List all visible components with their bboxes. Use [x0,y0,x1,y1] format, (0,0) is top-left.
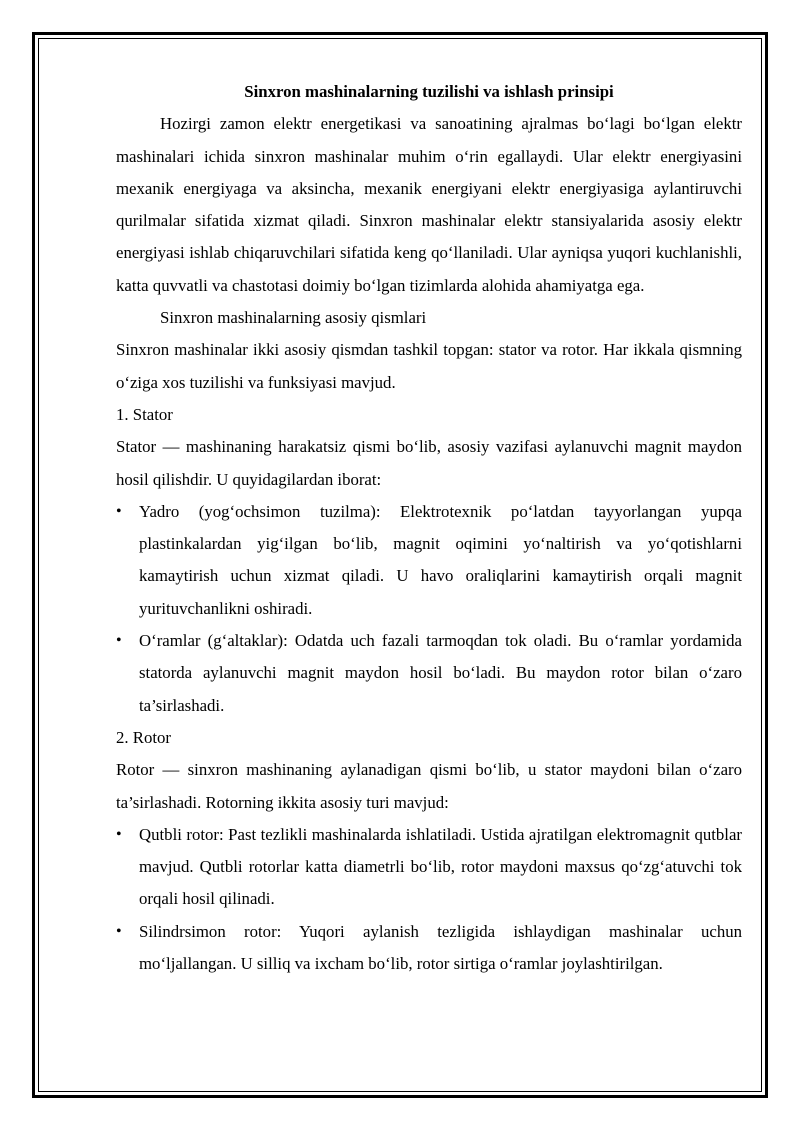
document-title: Sinxron mashinalarning tuzilishi va ishlash prinsipi [244,82,614,101]
list-item [116,819,742,916]
list-item [116,625,742,722]
list-item [116,916,742,981]
rotor-heading: 2. Rotor [116,727,172,747]
stator-description: Stator — mashinaning harakatsiz qismi bo‘lib, asosiy vazifasi aylanuvchi magnit maydon hosil qilishdir. U quyidagilardan iborat: [116,437,742,489]
bullet-icon: • [116,922,122,940]
rotor-bullet-text: Silindrsimon rotor: Yuqori aylanish tezligida ishlaydigan mashinalar uchun mo‘ljallangan. U silliq va ixcham bo‘lib, rotor sirtiga o‘ramlar joylashtirilgan. [139,921,742,974]
bullet-icon: • [116,632,122,650]
bullet-icon: • [116,825,122,843]
rotor-description: Rotor — sinxron mashinaning aylanadigan qismi bo‘lib, u stator maydoni bilan o‘zaro ta’sirlashadi. Rotorning ikkita asosiy turi mavjud: [116,760,742,812]
intro-paragraph: Hozirgi zamon elektr energetikasi va sanoatining ajralmas bo‘lagi bo‘lgan elektr mashinalari ichida sinxron mashinalar muhim o‘rin egallaydi. Ular elektr energiyasini mexanik energiyaga va aksincha, mexanik energiyani elektr energiyasiga aylantiruvchi qurilmalar sifatida xizmat qiladi. Sinxron mashinalar elektr stansiyalarida asosiy elektr energiyasi ishlab chiqaruvchilari sifatida keng qo‘llaniladi. Ular ayniqsa yuqori kuchlanishli, katta quvvatli va chastotasi doimiy bo‘lgan tizimlarda alohida ahamiyatga ega. [116,114,742,295]
stator-heading: 1. Stator [116,404,173,424]
stator-bullet-list [116,496,742,722]
section-intro-paragraph: Sinxron mashinalar ikki asosiy qismdan tashkil topgan: stator va rotor. Har ikkala qismning o‘ziga xos tuzilishi va funksiyasi mavjud. [116,340,742,392]
list-item [116,496,742,625]
stator-bullet-text: O‘ramlar (g‘altaklar): Odatda uch fazali tarmoqdan tok oladi. Bu o‘ramlar yordamida statorda aylanuvchi magnit maydon hosil bo‘ladi. Bu maydon rotor bilan o‘zaro ta’sirlashadi. [139,631,742,715]
section-heading: Sinxron mashinalarning asosiy qismlari [160,308,427,328]
rotor-bullet-list [116,819,742,980]
stator-bullet-text: Yadro (yog‘ochsimon tuzilma): Elektrotexnik po‘latdan tayyorlangan yupqa plastinkalardan yig‘ilgan bo‘lib, magnit oqimini yo‘naltirish va yo‘qotishlarni kamaytirish uchun xizmat qiladi. U havo oraliqlarini kamaytirish orqali magnit yurituvchanlikni oshiradi. [139,501,742,618]
rotor-bullet-text: Qutbli rotor: Past tezlikli mashinalarda ishlatiladi. Ustida ajratilgan elektromagnit qutblar mavjud. Qutbli rotorlar katta diametrli bo‘lib, rotor maydoni maxsus qo‘zg‘atuvchi tok orqali hosil qilinadi. [139,824,742,909]
bullet-icon: • [116,502,122,520]
document-body [116,76,742,980]
